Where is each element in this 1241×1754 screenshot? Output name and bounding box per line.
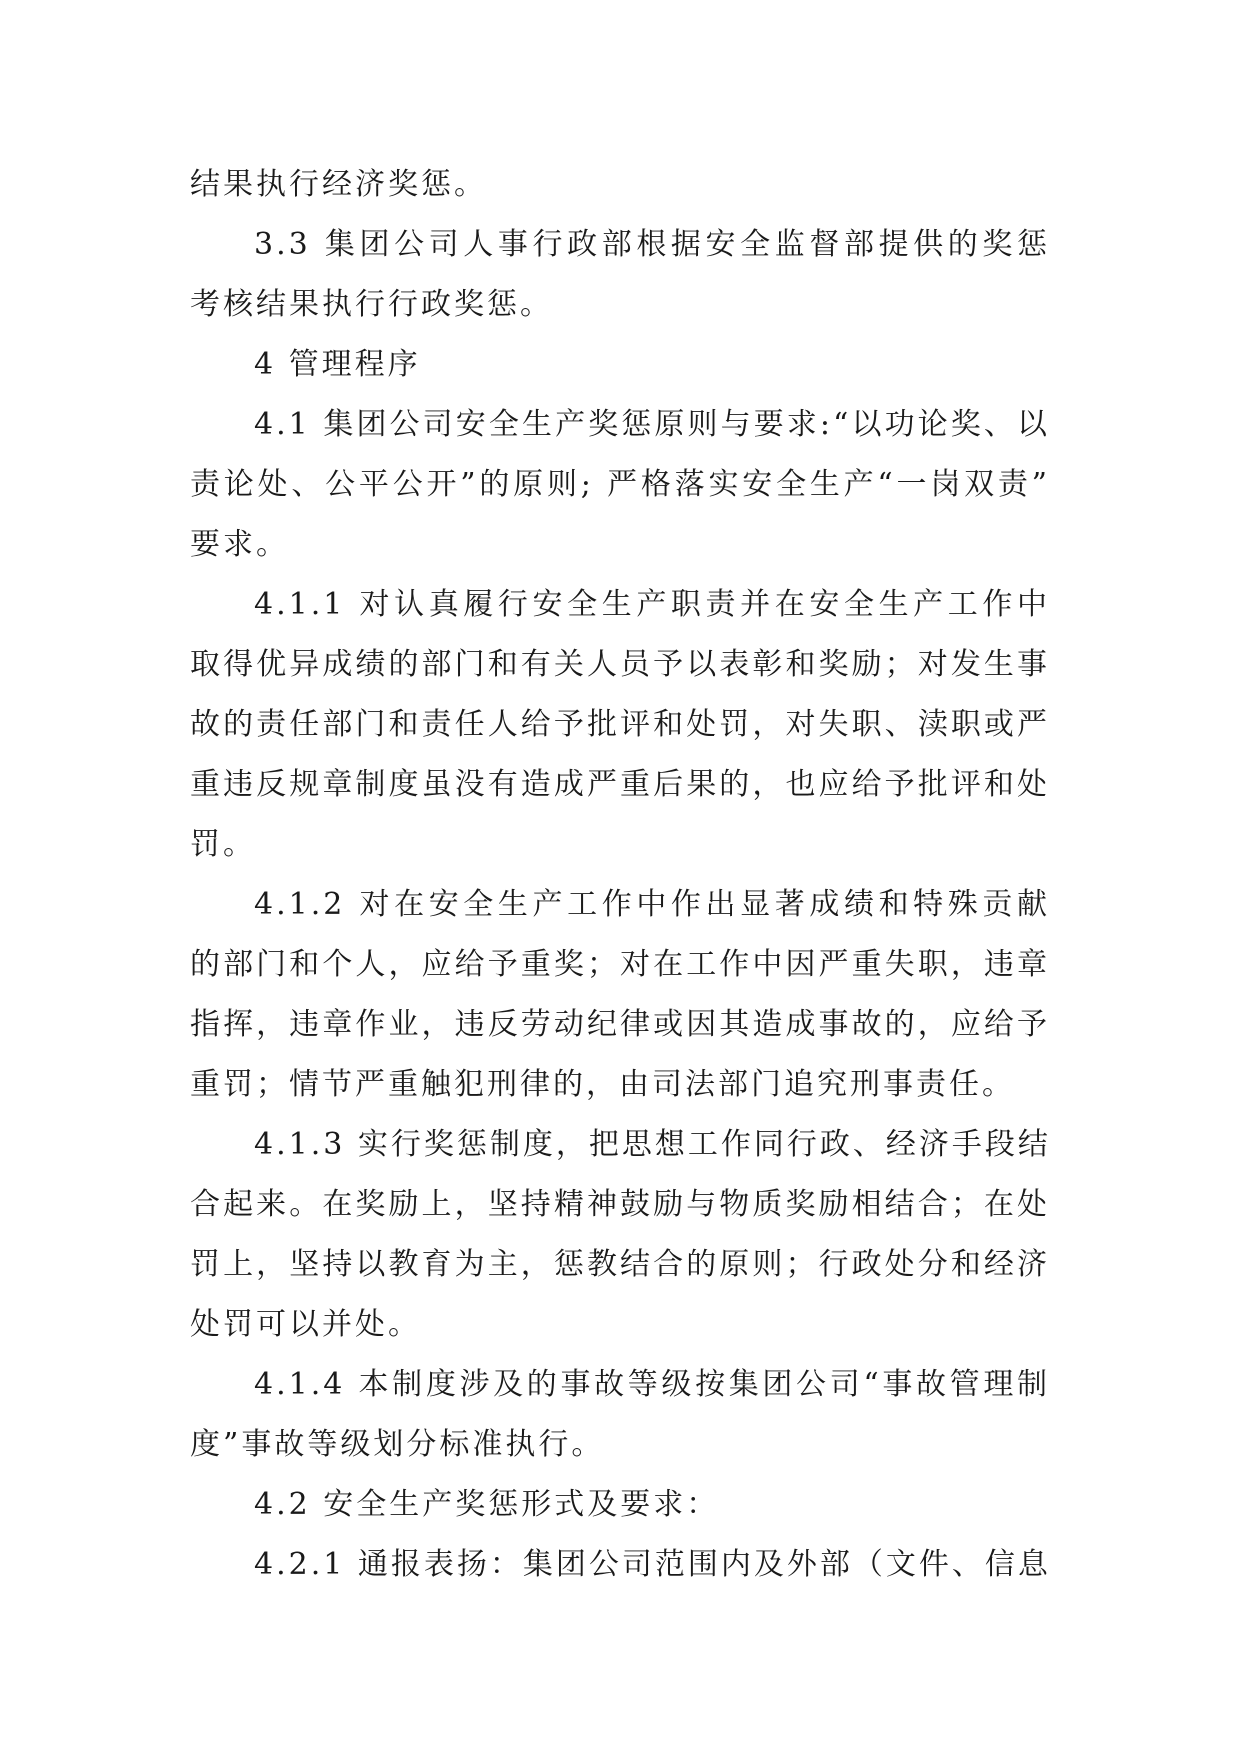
section-heading: 4 管理程序 bbox=[254, 347, 421, 382]
text-line: 4.1.1 对认真履行安全生产职责并在安全生产工作中 bbox=[254, 587, 1050, 622]
text-line: 要求。 bbox=[190, 527, 289, 562]
document-body bbox=[190, 155, 1050, 1595]
text-line: 度”事故等级划分标准执行。 bbox=[190, 1427, 605, 1462]
subsection-heading: 4.2 安全生产奖惩形式及要求： bbox=[254, 1487, 720, 1522]
text-line: 4.2.1 通报表扬：集团公司范围内及外部（文件、信息 bbox=[254, 1547, 1051, 1582]
text-line: 重违反规章制度虽没有造成严重后果的，也应给予批评和处 bbox=[190, 767, 1050, 802]
text-line: 重罚；情节严重触犯刑律的，由司法部门追究刑事责任。 bbox=[190, 1067, 1015, 1102]
text-line: 考核结果执行行政奖惩。 bbox=[190, 287, 553, 322]
text-line: 责论处、公平公开”的原则; 严格落实安全生产“一岗双责” bbox=[190, 467, 1050, 502]
text-line: 处罚可以并处。 bbox=[190, 1307, 421, 1342]
text-line: 罚。 bbox=[190, 827, 256, 862]
text-line: 4.1.3 实行奖惩制度，把思想工作同行政、经济手段结 bbox=[254, 1127, 1051, 1162]
text-line: 罚上，坚持以教育为主，惩教结合的原则；行政处分和经济 bbox=[190, 1247, 1050, 1282]
text-line: 的部门和个人，应给予重奖；对在工作中因严重失职，违章 bbox=[190, 947, 1050, 982]
text-line: 4.1.2 对在安全生产工作中作出显著成绩和特殊贡献 bbox=[254, 887, 1050, 922]
text-line: 4.1 集团公司安全生产奖惩原则与要求:“以功论奖、以 bbox=[254, 407, 1050, 442]
text-line: 结果执行经济奖惩。 bbox=[190, 167, 487, 202]
text-line: 4.1.4 本制度涉及的事故等级按集团公司“事故管理制 bbox=[254, 1367, 1050, 1402]
text-line: 3.3 集团公司人事行政部根据安全监督部提供的奖惩 bbox=[254, 227, 1050, 262]
text-line: 故的责任部门和责任人给予批评和处罚，对失职、渎职或严 bbox=[190, 707, 1050, 742]
text-line: 指挥，违章作业，违反劳动纪律或因其造成事故的，应给予 bbox=[190, 1007, 1050, 1042]
text-line: 合起来。在奖励上，坚持精神鼓励与物质奖励相结合；在处 bbox=[190, 1187, 1050, 1222]
text-line: 取得优异成绩的部门和有关人员予以表彰和奖励；对发生事 bbox=[190, 647, 1050, 682]
